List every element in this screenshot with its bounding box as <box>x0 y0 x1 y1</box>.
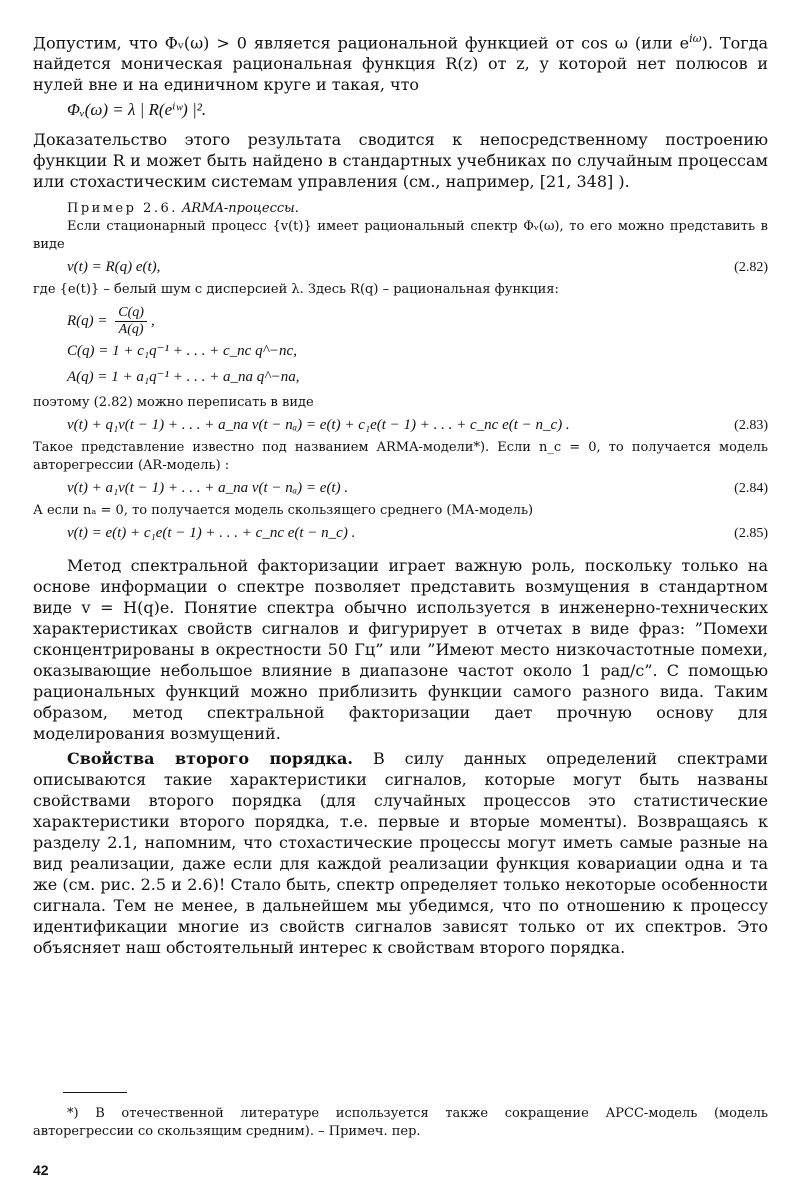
equation-rq: R(q) = $\frac{C(q)}{A(q)}$ , <box>67 305 155 338</box>
equation-spectral-factor-text: Φᵥ(ω) = λ | R(eⁱʷ) |². <box>67 100 207 120</box>
footnote-rule <box>63 1092 127 1093</box>
rq-lhs: R(q) = <box>67 313 108 330</box>
rq-denominator: A(q) <box>118 322 144 338</box>
paragraph-second-order <box>33 748 768 958</box>
intro-text: Допустим, что Φᵥ(ω) > 0 является рациональной функцией от cos ω (или e <box>33 33 690 53</box>
example-intro: Если стационарный процесс {v(t)} имеет рациональный спектр Φᵥ(ω), то его можно представить в виде <box>33 219 768 253</box>
rq-numerator: C(q) <box>115 305 147 322</box>
equation-2-84 <box>33 477 768 500</box>
footnote-block <box>33 1092 768 1141</box>
second-order-text: В силу данных определений спектрами описываются такие характеристики сигналов, которые могут быть названы свойствами второго порядка (для случайных процессов это статистические характеристики второго порядка, т.е. первые и вторые моменты). Возвращаясь к разделу 2.1, напомним, что стохастические процессы могут иметь самые разные на вид реализации, даже если для каждой реализации функция ковариации одна и та же (см. рис. 2.5 и 2.6)! Стало быть, спектр определяет только некоторые особенности сигнала. Тем не менее, в дальнейшем мы убедимся, что по отношению к процессу идентификации многие из свойств сигналов зависят только от их спектров. Это объясняет наш обстоятельный интерес к свойствам второго порядка. <box>33 749 768 958</box>
equation-2-82-text: v(t) = R(q) e(t), <box>67 259 161 276</box>
paragraph-proof: Доказательство этого результата сводится к непосредственному построению функции R и может быть найдено в стандартных учебниках по случайным процессам или стохастическим системам управления (см., например, [21, 348] ). <box>33 130 768 192</box>
equation-number-2-84: (2.84) <box>734 481 768 497</box>
equation-2-85 <box>33 522 768 545</box>
page-content <box>33 28 768 958</box>
paragraph-spectral-method: Метод спектральной факторизации играет важную роль, поскольку только на основе информации о спектре позволяет представить возмущения в стандартном виде v = H(q)e. Понятие спектра обычно используется в инженерно-технических характеристиках свойств сигналов и фигурирует в отчетах в виде фраз: ”Помехи сконцентрированы в окрестности 50 Гц” или ”Имеют место низкочастотные помехи, оказывающие небольшое влияние в диапазоне частот около 1 рад/с”. С помощью рациональных функций можно приблизить функции самого разного вида. Таким образом, метод спектральной факторизации дает прочную основу для моделирования возмущений. <box>33 556 768 744</box>
equation-number-2-82: (2.82) <box>734 260 768 276</box>
rewrite-text: поэтому (2.82) можно переписать в виде <box>33 395 314 411</box>
equation-spectral-factor <box>33 97 768 123</box>
ma-text: А если nₐ = 0, то получается модель скользящего среднего (МА-модель) <box>33 503 534 519</box>
equation-2-82 <box>33 256 768 279</box>
arma-text: Такое представление известно под названием ARMA-модели*). Если n_c = 0, то получается модель авторегрессии (AR-модель) : <box>33 440 768 474</box>
example-heading <box>33 200 768 218</box>
example-title: ARMA-процессы. <box>182 201 299 217</box>
second-order-heading: Свойства второго порядка. <box>67 749 353 769</box>
paragraph-intro: Допустим, что Φᵥ(ω) > 0 является рациональной функцией от cos ω (или $e^{i\omega}$). Тогда найдется моническая рациональная функция R(z) от z, у которой нет полюсов и нулей вне и на единичном круге и такая, что <box>33 32 768 95</box>
equation-2-84-text: v(t) + a₁v(t − 1) + . . . + a_na v(t − nₐ) = e(t) . <box>67 480 349 497</box>
equation-cq: C(q) = 1 + c₁q⁻¹ + . . . + c_nc q^−nc, <box>67 343 297 360</box>
intro-line3: и нулей вне и на единичном круге и такая, что <box>33 54 768 95</box>
equation-aq: A(q) = 1 + a₁q⁻¹ + . . . + a_na q^−na, <box>67 369 300 386</box>
example-label: Пример 2.6. <box>67 201 178 217</box>
equation-2-83 <box>33 414 768 437</box>
page-number: 42 <box>33 1162 49 1178</box>
where-text: где {e(t)} – белый шум с дисперсией λ. Здесь R(q) – рациональная функция: <box>33 282 559 298</box>
equation-2-85-text: v(t) = e(t) + c₁e(t − 1) + . . . + c_nc e(t − n_c) . <box>67 525 356 542</box>
rq-fraction <box>115 305 147 338</box>
intro-line2: Тогда найдется моническая рациональная функция R(z) от z, у которой нет полюсов <box>33 33 768 74</box>
footnote-text: *) В отечественной литературе используется также сокращение АРСС-модель (модель авторегрессии со скользящим средним). – Примеч. пер. <box>33 1106 768 1139</box>
equation-number-2-83: (2.83) <box>734 418 768 434</box>
equation-2-83-text: v(t) + q₁v(t − 1) + . . . + a_na v(t − nₐ) = e(t) + c₁e(t − 1) + . . . + c_nc e(t − n_c) . <box>67 417 570 434</box>
equation-number-2-85: (2.85) <box>734 526 768 542</box>
